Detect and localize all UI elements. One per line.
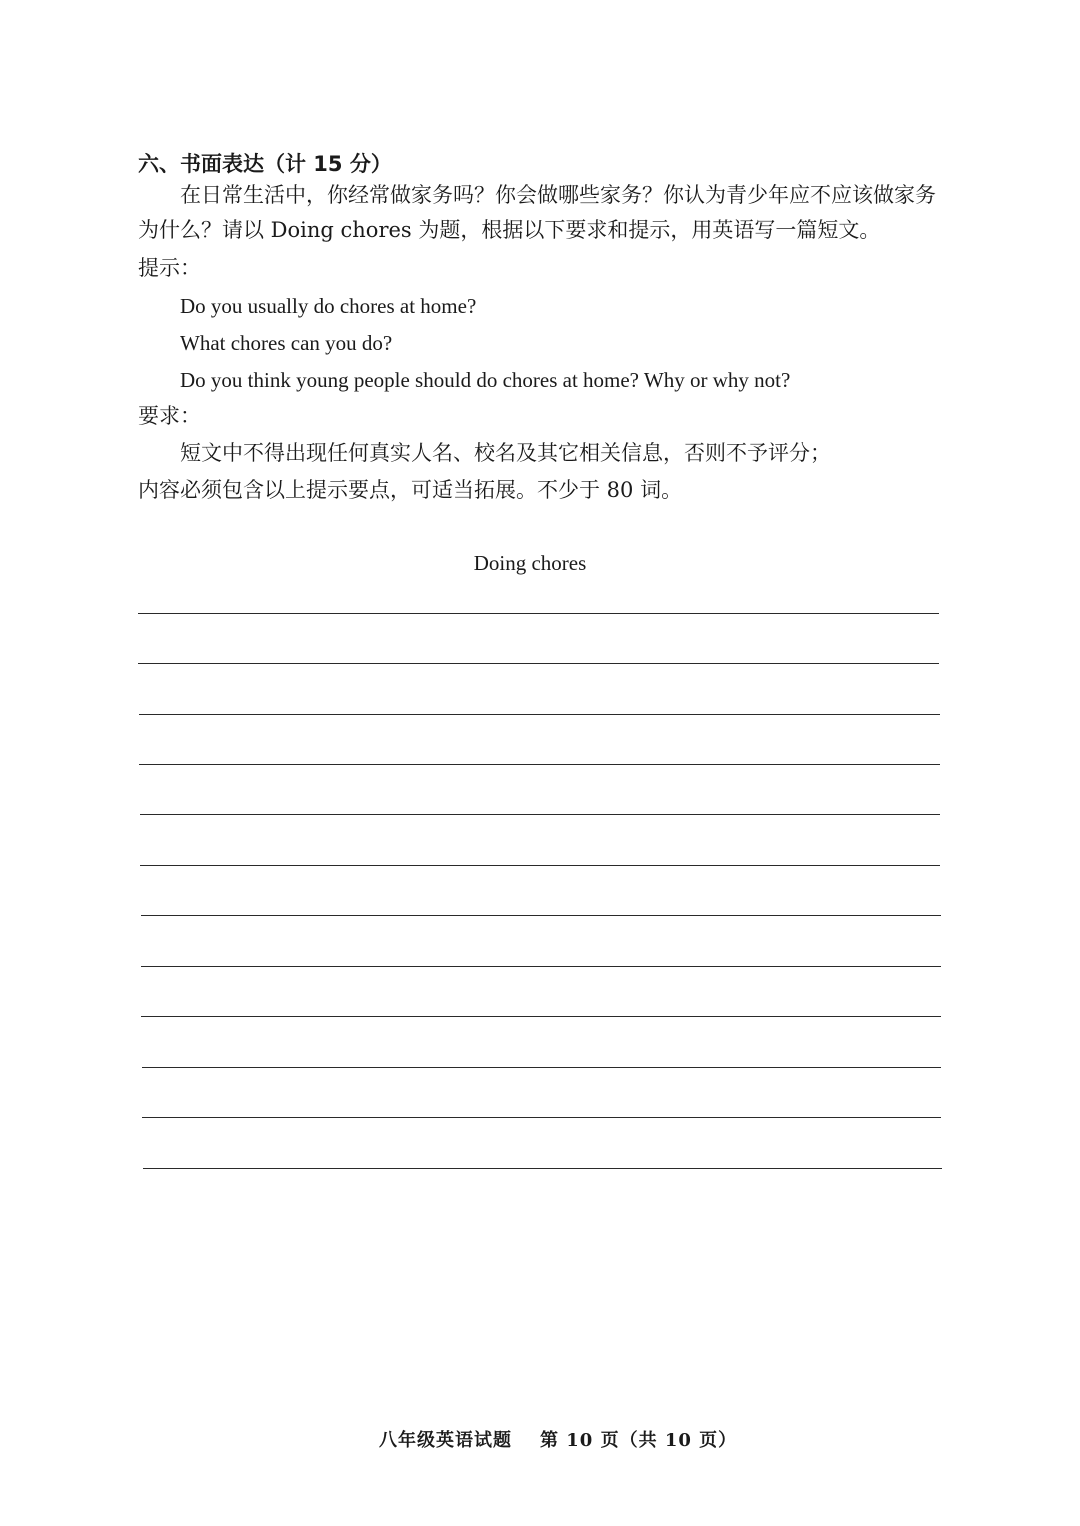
writing-line[interactable] <box>138 663 939 664</box>
hints-label: 提示： <box>138 256 201 280</box>
footer-page-info: 第 10 页（共 10 页） <box>540 1430 738 1451</box>
requirement-line-1: 短文中不得出现任何真实人名、校名及其它相关信息，否则不予评分； <box>180 441 831 465</box>
prompt-line-1: 在日常生活中，你经常做家务吗？你会做哪些家务？你认为青少年应不应该做家务 <box>180 183 936 207</box>
writing-line[interactable] <box>142 1117 941 1118</box>
writing-line[interactable] <box>140 814 940 815</box>
essay-title: Doing chores <box>473 551 587 575</box>
writing-line[interactable] <box>139 764 940 765</box>
hint-item: Do you think young people should do chores at home? Why or why not? <box>180 368 791 392</box>
requirement-line-2: 内容必须包含以上提示要点，可适当拓展。不少于 80 词。 <box>138 478 683 502</box>
section-heading: 六、书面表达（计 15 分） <box>138 152 392 176</box>
writing-line[interactable] <box>141 966 941 967</box>
writing-line[interactable] <box>139 714 940 715</box>
writing-line[interactable] <box>142 1067 941 1068</box>
writing-line[interactable] <box>140 865 940 866</box>
writing-line[interactable] <box>138 613 939 614</box>
prompt-line-2: 为什么？请以 Doing chores 为题，根据以下要求和提示，用英语写一篇短文。 <box>138 218 881 242</box>
hint-item: What chores can you do? <box>180 331 393 355</box>
writing-line[interactable] <box>141 1016 941 1017</box>
requirements-label: 要求： <box>138 404 201 428</box>
writing-line[interactable] <box>141 915 941 916</box>
footer-subject: 八年级英语试题 <box>379 1430 512 1451</box>
hint-item: Do you usually do chores at home? <box>180 294 477 318</box>
writing-line[interactable] <box>143 1168 942 1169</box>
